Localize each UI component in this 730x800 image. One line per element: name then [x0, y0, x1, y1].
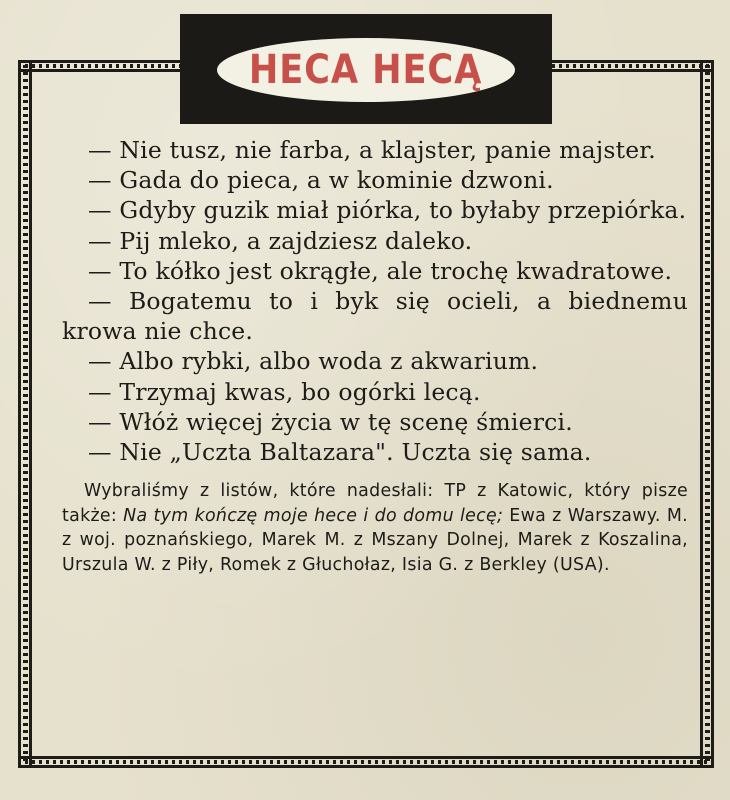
joke-line: — To kółko jest okrągłe, ale trochę kwadratowe. [88, 256, 673, 285]
bottom-border [18, 756, 714, 768]
joke-line: — Pij mleko, a zajdziesz daleko. [88, 226, 473, 255]
joke-line: — Nie tusz, nie farba, a klajster, panie majster. [88, 136, 656, 164]
joke-line: — Bogatemu to i byk się ocieli, a biednemu krowa nie chce. [62, 287, 688, 346]
joke-line: — Gdyby guzik miał piórka, to byłaby przepiórka. [88, 196, 687, 225]
credits-text-2: Ewa z Warszawy. M. z woj. poznańskiego, Marek M. z Mszany Dolnej, Marek z Koszalina, Urszula W. z Piły, Romek z Głuchołaz, Isia G. z Berkley (USA). [62, 505, 688, 576]
joke-line: — Albo rybki, albo woda z akwarium. [88, 347, 539, 376]
page-title: HECA HECĄ [249, 47, 483, 93]
credits-paragraph [62, 479, 688, 577]
joke-line: — Gada do pieca, a w kominie dzwoni. [88, 166, 554, 195]
credits-text-1: Wybraliśmy z listów, które nadesłali: TP z Katowic, który pisze także: [62, 481, 688, 526]
joke-line: — Trzymaj kwas, bo ogórki lecą. [88, 377, 481, 406]
title-banner [180, 14, 552, 124]
article-body [62, 135, 688, 595]
top-border-right [552, 60, 714, 72]
credits-quote: Na tym kończę moje hece i do domu lecę; [123, 505, 504, 526]
title-oval [217, 38, 515, 102]
joke-line: — Nie „Uczta Baltazara". Uczta się sama. [88, 438, 592, 467]
right-border [700, 60, 714, 768]
joke-line: — Włóż więcej życia w tę scenę śmierci. [88, 407, 573, 436]
left-border [18, 60, 32, 768]
top-border-left [18, 60, 180, 72]
